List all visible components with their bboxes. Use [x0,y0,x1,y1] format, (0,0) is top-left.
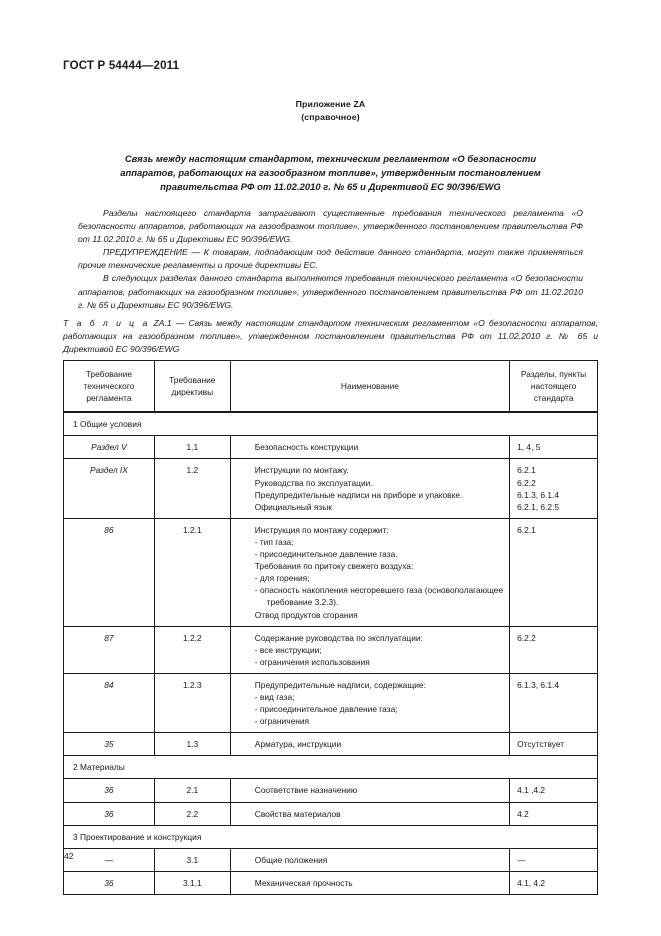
paragraph-2: ПРЕДУПРЕЖДЕНИЕ — К товарам, подпадающим под действие данного стандарта, могут также применяться прочие технические регламенты и прочие директивы ЕС. [78,247,583,271]
cell-name [230,733,509,756]
cell-name-line: Инструкция по монтажу содержит: [254,524,389,535]
hdr-line: Требование [169,375,216,386]
table-row [64,733,598,756]
cell-requirement-regulation: 87 [64,626,155,673]
hdr-line: Наименование [340,381,399,392]
table-group-title: 2 Материалы [64,756,598,779]
cell-name-line: Инструкции по монтажу. [254,465,349,476]
cell-name [230,802,509,825]
table-caption [63,317,598,356]
cell-requirement-directive: 1.2.2 [154,626,230,673]
table-header-row [64,361,598,413]
cell-sections-line: Отсутствует [517,739,565,750]
column-header-sections [510,361,598,413]
annex-label: Приложение ZA [295,99,366,109]
cell-name [230,673,509,732]
table-caption-dash: — [175,318,185,328]
column-header-requirement-regulation [64,361,155,413]
cell-requirement-directive: 1.2.3 [154,673,230,732]
hdr-line: стандарта [533,393,574,404]
annex-kind: (справочное) [301,112,360,122]
hdr-line: технического [83,381,135,392]
table-group-title: 3 Проектирование и конструкция [64,825,598,848]
cell-requirement-directive: 1.2 [154,459,230,518]
cell-sections [510,673,598,732]
cell-name [230,436,509,459]
cell-sections-line: — [517,854,526,865]
cell-name-line: Требования по притоку свежего воздуха: [254,561,414,572]
table-row [64,673,598,732]
cell-name-line: Отвод продуктов сгорания [254,609,358,620]
table-caption-text: Связь между настоящим стандартом техническим регламентом «О безопасности аппаратов, работающих на газообразном топливе», утвержденном постановлением правительства РФ от 11.02.2010 г. № 65 и Директивой ЕС 90/396/EWG [63,318,598,355]
cell-sections [510,802,598,825]
cell-name-line: - присоединительное давление газа. [254,549,398,560]
cell-requirement-regulation: 84 [64,673,155,732]
table-row [64,459,598,518]
column-header-name [230,361,509,413]
page-number: 42 [64,851,74,861]
table-row [64,626,598,673]
cell-name [230,871,509,894]
hdr-line: регламента [86,393,132,404]
cell-name [230,518,509,626]
table-group-row [64,825,598,848]
cell-sections [510,733,598,756]
cell-sections [510,779,598,802]
cell-sections-line: 6.1.3, 6.1.4 [517,489,560,500]
page-title-line-1: Связь между настоящим стандартом, техническим регламентом «О безопасности [124,153,537,164]
cell-requirement-directive: 2.1 [154,779,230,802]
cell-name-line: - опасность накопления несгоревшего газа (основополагающее требование 3.2.3). [254,585,504,608]
column-header-requirement-directive [154,361,230,413]
cell-name-line: - тип газа; [254,536,294,547]
cell-requirement-regulation: — [64,848,155,871]
cell-name-line: Предупредительные надписи, содержащие: [254,679,426,690]
cell-requirement-regulation: 35 [64,733,155,756]
cell-sections [510,848,598,871]
table-caption-label: Т а б л и ц а [63,318,150,328]
table-group-row [64,412,598,436]
cell-name-line: Арматура, инструкции [254,739,342,750]
cell-requirement-regulation: Раздел IX [64,459,155,518]
page-title-line-2: аппаратов, работающих на газообразном топливе», утвержденным постановлением [120,167,541,179]
cell-requirement-regulation: 36 [64,802,155,825]
cell-sections [510,518,598,626]
cell-name-line: Предупредительные надписи на приборе и упаковке. [254,489,463,500]
annex-za-table [63,360,598,895]
cell-requirement-directive: 1.2.1 [154,518,230,626]
cell-name-line: - для горения; [254,573,310,584]
cell-name-line: Общие положения [254,854,328,865]
page-title [78,152,583,195]
cell-requirement-directive: 1.1 [154,436,230,459]
table-row [64,802,598,825]
cell-sections-line: 4.1 ,4.2 [517,785,546,796]
cell-name-line: Официальный язык [254,501,332,512]
cell-requirement-regulation: 36 [64,779,155,802]
cell-sections-line: 6.2.1, 6.2.5 [517,501,560,512]
cell-name-line: Безопасность конструкции [254,442,359,453]
cell-name-line: - вид газа; [254,691,295,702]
table-group-row [64,756,598,779]
table-row [64,779,598,802]
table-row [64,848,598,871]
cell-requirement-directive: 3.1.1 [154,871,230,894]
cell-sections-line: 6.2.1 [517,465,536,476]
table-row [64,871,598,894]
cell-sections-line: 4.2 [517,808,529,819]
cell-name-line: - ограничения [254,716,310,727]
hdr-line: Требование [85,369,133,379]
page-title-line-3: правительства РФ от 11.02.2010 г. № 65 и Директивой ЕС 90/396/EWG [160,181,501,193]
cell-sections-line: 6.2.2 [517,632,536,643]
cell-requirement-directive: 1.3 [154,733,230,756]
paragraph-3: В следующих разделах данного стандарта выполняются требования технического регламента «О безопасности аппаратов, работающих на газообразном топливе», утвержденного постановлением правительства РФ от 11.02.2010 г. № 65 и Директивы ЕС 90/396/EWG. [78,273,583,310]
cell-sections [510,436,598,459]
body-text [78,207,583,312]
cell-sections [510,626,598,673]
cell-name [230,459,509,518]
annex-heading [0,98,661,124]
cell-requirement-regulation: 36 [64,871,155,894]
running-head: ГОСТ Р 54444—2011 [63,60,180,72]
cell-name [230,779,509,802]
cell-name-line: - все инструкции; [254,644,322,655]
cell-name-line: - присоединительное давление газа; [254,704,398,715]
cell-sections [510,871,598,894]
cell-name-line: Содержание руководства по эксплуатации: [254,632,423,643]
cell-sections [510,459,598,518]
cell-requirement-directive: 2.2 [154,802,230,825]
cell-sections-line: 4.1, 4.2 [517,877,546,888]
cell-sections-line: 6.2.1 [517,524,536,535]
cell-sections-line: 6.2.2 [517,477,536,488]
cell-requirement-regulation: Раздел V [64,436,155,459]
cell-name-line: Свойства материалов [254,808,341,819]
cell-name-line: Руководства по эксплуатации. [254,477,373,488]
cell-name-line: Механическая прочность [254,877,353,888]
table-group-title: 1 Общие условия [64,412,598,436]
cell-requirement-directive: 3.1 [154,848,230,871]
table-row [64,436,598,459]
cell-name [230,626,509,673]
cell-sections-line: 1, 4, 5 [517,442,541,453]
hdr-line: директивы [171,387,214,398]
cell-requirement-regulation: 86 [64,518,155,626]
hdr-line: Разделы, пункты [520,369,587,379]
cell-name [230,848,509,871]
table-row [64,518,598,626]
cell-sections-line: 6.1.3, 6.1.4 [517,679,560,690]
table-body [64,412,598,894]
table-caption-number: ZA.1 [153,318,172,328]
paragraph-1: Разделы настоящего стандарта затрагивают существенные требования технического регламента «О безопасности аппаратов, работающих на газообразном топливе», утвержденного постановлением правительства РФ от 11.02.2010 г. № 65 и Директивы ЕС 90/396/EWG. [78,208,583,245]
cell-name-line: Соответствие назначению [254,785,358,796]
cell-name-line: - ограничения использования [254,656,370,667]
hdr-line: настоящего [530,381,577,392]
